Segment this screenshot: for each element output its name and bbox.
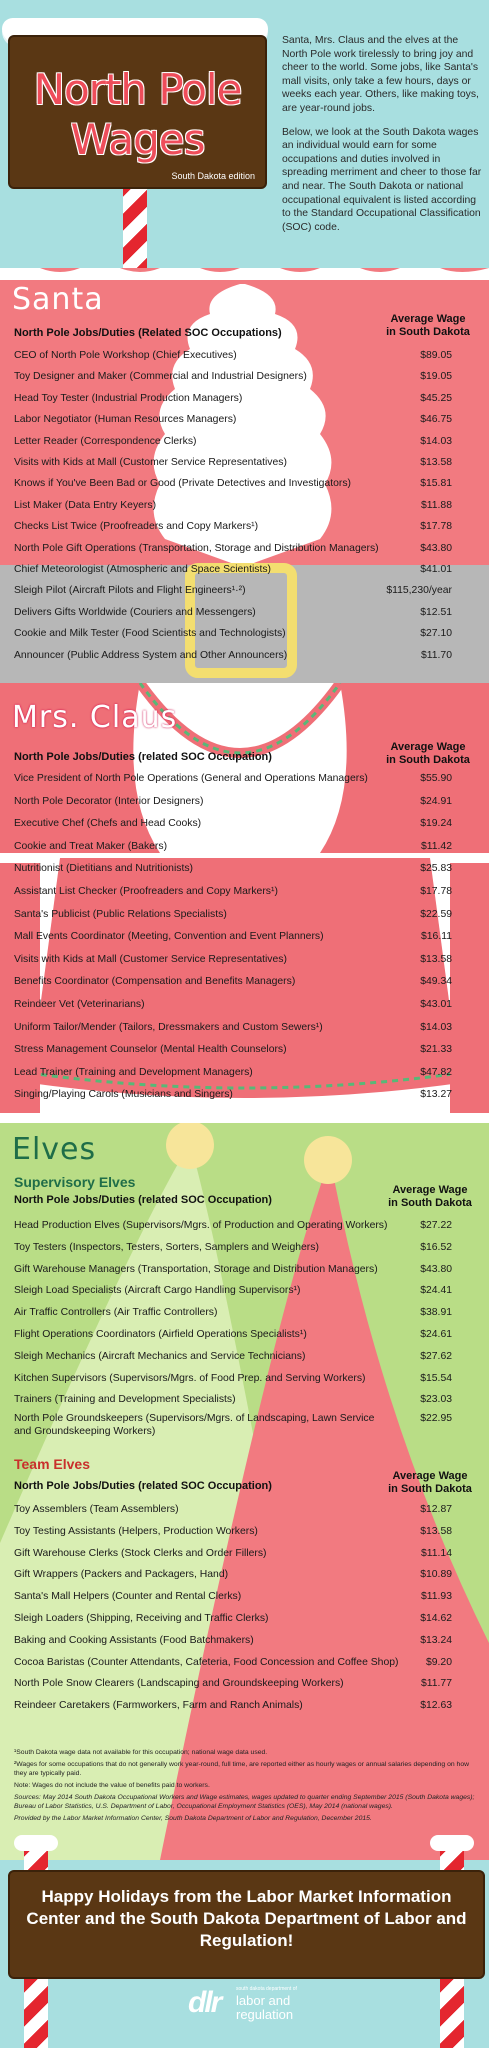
supervisory-elf-row	[14, 1303, 476, 1323]
supervisory-elf-wage: $24.61	[420, 1329, 452, 1340]
supervisory-elf-job: Kitchen Supervisors (Supervisors/Mgrs. of Food Prep. and Serving Workers)	[14, 1372, 366, 1384]
santa-row	[14, 410, 476, 430]
supervisory-elf-wage: $22.95	[420, 1413, 452, 1425]
supervisory-elf-row	[14, 1260, 476, 1280]
mrs-claus-job: Cookie and Treat Maker (Bakers)	[14, 840, 168, 852]
mrs-claus-job: Uniform Tailor/Mender (Tailors, Dressmakers and Custom Sewers¹)	[14, 1021, 323, 1033]
dlr-logo-line2: regulation	[236, 2007, 294, 2022]
page-title-line1: North Pole	[33, 65, 242, 114]
team-elves-title: Team Elves	[14, 1456, 91, 1472]
dlr-logo-mark: dlr	[188, 1986, 221, 2019]
team-elf-job: North Pole Snow Clearers (Landscaping and Groundskeeping Workers)	[14, 1678, 344, 1690]
page-title-line2: Wages	[70, 115, 205, 164]
team-elf-job: Gift Warehouse Clerks (Stock Clerks and Order Fillers)	[14, 1547, 267, 1559]
mrs-claus-job: Reindeer Vet (Veterinarians)	[14, 999, 145, 1010]
santa-row	[14, 581, 476, 601]
santa-wage: $27.10	[420, 628, 452, 640]
team-elf-wage: $9.20	[425, 1656, 452, 1668]
title-sign	[8, 35, 267, 189]
santa-wage: $19.05	[420, 371, 452, 383]
team-elf-wage: $12.63	[420, 1700, 452, 1712]
santa-col-job: North Pole Jobs/Duties (Related SOC Occupations)	[14, 327, 282, 339]
mrs-claus-row	[14, 927, 476, 947]
mrs-claus-job: Benefits Coordinator (Compensation and Benefits Managers)	[14, 976, 296, 988]
supervisory-elf-row	[14, 1281, 476, 1301]
santa-row	[14, 474, 476, 494]
mrs-claus-row	[14, 859, 476, 879]
santa-row	[14, 517, 476, 537]
team-elf-job: Sleigh Loaders (Shipping, Receiving and Traffic Clerks)	[14, 1613, 269, 1624]
team-elf-wage: $13.24	[420, 1634, 452, 1646]
mrs-claus-row	[14, 950, 476, 970]
team-elf-wage: $12.87	[420, 1504, 452, 1515]
santa-wage: $115,230/year	[386, 585, 452, 597]
santa-job: North Pole Gift Operations (Transportation, Storage and Distribution Managers)	[14, 542, 379, 554]
mrs-claus-job: Vice President of North Pole Operations (General and Operations Managers)	[14, 773, 368, 784]
santa-wage: $12.51	[420, 606, 452, 618]
mrs-claus-job: Visits with Kids at Mall (Customer Service Representatives)	[14, 953, 287, 965]
supervisory-elf-row	[14, 1347, 476, 1367]
santa-job: Toy Designer and Maker (Commercial and Industrial Designers)	[14, 371, 307, 383]
mrs-claus-job: Stress Management Counselor (Mental Health Counselors)	[14, 1044, 287, 1056]
supervisory-elf-job-line2: and Groundskeeping Workers)	[14, 1426, 156, 1438]
team-elf-job: Baking and Cooking Assistants (Food Batchmakers)	[14, 1634, 254, 1646]
santa-row	[14, 367, 476, 387]
left-pole-snow	[14, 1835, 58, 1851]
footnote: ¹South Dakota wage data not available for this occupation; national wage data used.	[14, 1749, 268, 1756]
team-elf-row	[14, 1522, 476, 1542]
holiday-banner	[8, 1870, 485, 1979]
santa-job: Labor Negotiator (Human Resources Managers)	[14, 414, 237, 426]
team-elf-row	[14, 1609, 476, 1629]
santa-row	[14, 624, 476, 644]
supervisory-elf-job: Air Traffic Controllers (Air Traffic Controllers)	[14, 1307, 218, 1319]
santa-wage: $89.05	[420, 350, 452, 361]
mrs-claus-row	[14, 792, 476, 812]
supervisory-col-job: North Pole Jobs/Duties (related SOC Occupation)	[14, 1194, 272, 1206]
dlr-logo	[188, 1984, 308, 2034]
supervisory-col-wage-line1: Average Wage	[392, 1184, 468, 1196]
santa-job: Sleigh Pilot (Aircraft Pilots and Flight Engineers¹·²)	[14, 585, 246, 597]
supervisory-elf-wage: $43.80	[420, 1263, 452, 1275]
supervisory-elf-row	[14, 1412, 476, 1440]
mrs-claus-row	[14, 995, 476, 1015]
mrs-claus-wage: $17.78	[420, 886, 452, 897]
team-elf-row	[14, 1631, 476, 1651]
supervisory-elf-wage: $27.22	[420, 1220, 452, 1231]
mrs-claus-wage: $43.01	[420, 999, 452, 1010]
santa-job: Cookie and Milk Tester (Food Scientists and Technologists)	[14, 628, 286, 640]
supervisory-elf-wage: $23.03	[420, 1394, 452, 1406]
mrs-claus-row	[14, 1063, 476, 1083]
santa-row	[14, 603, 476, 623]
footnotes	[14, 1748, 476, 1826]
team-elf-row	[14, 1544, 476, 1564]
santa-wage: $15.81	[420, 478, 452, 490]
dlr-logo-small: south dakota department of	[236, 1986, 297, 1992]
candy-cane-pole	[123, 180, 147, 268]
team-elf-job: Reindeer Caretakers (Farmworkers, Farm and Ranch Animals)	[14, 1700, 303, 1712]
santa-job: Head Toy Tester (Industrial Production Managers)	[14, 392, 243, 404]
supervisory-elf-wage: $38.91	[420, 1307, 452, 1319]
supervisory-elf-job: Flight Operations Coordinators (Airfield Operations Specialists¹)	[14, 1329, 307, 1340]
team-elf-wage: $10.89	[420, 1569, 452, 1581]
team-elf-row	[14, 1500, 476, 1520]
mrs-claus-wage: $22.59	[420, 908, 452, 920]
team-elf-job: Gift Wrappers (Packers and Packagers, Hand)	[14, 1569, 229, 1581]
supervisory-elf-job: Head Production Elves (Supervisors/Mgrs. of Production and Operating Workers)	[14, 1220, 388, 1231]
mrs-claus-job: Executive Chef (Chefs and Head Cooks)	[14, 818, 202, 830]
santa-wage: $11.70	[420, 649, 452, 661]
mrs-claus-row	[14, 814, 476, 834]
santa-row	[14, 432, 476, 452]
supervisory-elf-job: Sleigh Mechanics (Aircraft Mechanics and Service Technicians)	[14, 1350, 306, 1362]
team-elf-job: Cocoa Baristas (Counter Attendants, Cafeteria, Food Concession and Coffee Shop)	[14, 1656, 399, 1668]
supervisory-elf-row	[14, 1238, 476, 1258]
mrs-claus-row	[14, 1018, 476, 1038]
supervisory-elf-job: Trainers (Training and Development Specialists)	[14, 1394, 236, 1406]
santa-row	[14, 346, 476, 366]
team-elf-row	[14, 1696, 476, 1716]
mrs-claus-wage: $16.11	[420, 931, 452, 943]
supervisory-elf-job	[14, 1412, 374, 1438]
mrs-claus-wage: $49.34	[420, 976, 452, 988]
santa-job: Delivers Gifts Worldwide (Couriers and Messengers)	[14, 606, 256, 618]
mrs-claus-wage: $47.82	[420, 1066, 452, 1078]
supervisory-elf-row	[14, 1390, 476, 1410]
santa-job: Chief Meteorologist (Atmospheric and Space Scientists)	[14, 564, 271, 575]
mrs-claus-row	[14, 972, 476, 992]
supervisory-elf-row	[14, 1216, 476, 1236]
mrs-claus-row	[14, 769, 476, 789]
mrs-claus-row	[14, 882, 476, 902]
footnote: Note: Wages do not include the value of benefits paid to workers.	[14, 1782, 210, 1789]
mrs-col-job: North Pole Jobs/Duties (related SOC Occupation)	[14, 751, 272, 763]
santa-job: Announcer (Public Address System and Other Announcers)	[14, 649, 288, 661]
santa-row	[14, 453, 476, 473]
footnote: Provided by the Labor Market Information Center, South Dakota Department of Labor and Regulation, December 2015.	[14, 1815, 372, 1822]
mrs-claus-row	[14, 905, 476, 925]
team-elf-wage: $14.62	[420, 1613, 452, 1624]
intro-text	[282, 34, 482, 244]
supervisory-elf-job: Gift Warehouse Managers (Transportation, Storage and Distribution Managers)	[14, 1263, 378, 1275]
team-elf-wage: $11.14	[420, 1547, 452, 1559]
santa-row	[14, 539, 476, 559]
santa-wage: $45.25	[420, 392, 452, 404]
santa-wage: $13.58	[420, 457, 452, 468]
mrs-col-wage-line1: Average Wage	[390, 741, 466, 753]
team-elf-wage: $11.93	[420, 1591, 452, 1603]
edition-label: South Dakota edition	[171, 171, 255, 181]
supervisory-elf-wage: $24.41	[420, 1285, 452, 1297]
team-elf-job: Santa's Mall Helpers (Counter and Rental Clerks)	[14, 1591, 242, 1603]
santa-job: List Maker (Data Entry Keyers)	[14, 499, 157, 511]
supervisory-elf-row	[14, 1369, 476, 1389]
santa-job: Knows if You've Been Bad or Good (Private Detectives and Investigators)	[14, 478, 351, 490]
team-elf-row	[14, 1565, 476, 1585]
team-col-wage	[380, 1470, 480, 1496]
team-col-wage-line2: in South Dakota	[388, 1483, 472, 1495]
supervisory-elf-job: Sleigh Load Specialists (Aircraft Cargo Handling Supervisors¹)	[14, 1285, 301, 1297]
team-elf-job: Toy Testing Assistants (Helpers, Production Workers)	[14, 1525, 258, 1537]
supervisory-elf-wage: $16.52	[420, 1241, 452, 1253]
santa-wage: $41.01	[420, 564, 452, 575]
mrs-claus-job: Mall Events Coordinator (Meeting, Convention and Event Planners)	[14, 931, 324, 943]
santa-wage: $11.88	[420, 499, 452, 511]
santa-col-wage-line2: in South Dakota	[386, 326, 470, 338]
footnote: ²Wages for some occupations that do not generally work year-round, full time, are reported either as hourly wages or annual salaries depending on how they are typically paid.	[14, 1761, 470, 1777]
supervisory-elf-job-line1: North Pole Groundskeepers (Supervisors/Mgrs. of Landscaping, Lawn Service	[14, 1413, 375, 1425]
supervisory-elf-wage: $27.62	[420, 1350, 452, 1362]
team-elf-wage: $13.58	[420, 1525, 452, 1537]
mrs-claus-title: Mrs. Claus	[12, 700, 178, 735]
santa-wage: $46.75	[420, 414, 452, 426]
supervisory-col-wage	[380, 1184, 480, 1210]
team-elf-row	[14, 1587, 476, 1607]
team-col-job: North Pole Jobs/Duties (related SOC Occupation)	[14, 1480, 272, 1492]
team-elf-row	[14, 1653, 476, 1673]
dlr-logo-line1: labor and	[236, 1993, 291, 2008]
supervisory-elf-wage: $15.54	[420, 1372, 452, 1384]
team-col-wage-line1: Average Wage	[392, 1470, 468, 1482]
santa-job: Letter Reader (Correspondence Clerks)	[14, 435, 197, 447]
santa-col-wage	[376, 313, 480, 339]
intro-paragraph-1: Santa, Mrs. Claus and the elves at the North Pole work tirelessly to bring joy and cheer to the world. Some jobs, like Santa's mall visits, only take a few hours, days or weeks each year. Others, like making toys, are year-round jobs.	[282, 35, 479, 114]
mrs-claus-wage: $14.03	[420, 1021, 452, 1033]
holiday-message: Happy Holidays from the Labor Market Information Center and the South Dakota Department of Labor and Regulation!	[26, 1887, 467, 1950]
right-pole-snow	[430, 1835, 474, 1851]
supervisory-elf-job: Toy Testers (Inspectors, Testers, Sorters, Samplers and Weighers)	[14, 1241, 319, 1253]
santa-title: Santa	[12, 282, 104, 317]
team-elf-row	[14, 1674, 476, 1694]
santa-job: Checks List Twice (Proofreaders and Copy Markers¹)	[14, 521, 259, 533]
santa-wage: $14.03	[420, 435, 452, 447]
mrs-claus-wage: $25.83	[420, 863, 452, 875]
santa-row	[14, 496, 476, 516]
mrs-claus-job: Lead Trainer (Training and Development Managers)	[14, 1066, 253, 1078]
mrs-claus-row	[14, 837, 476, 857]
mrs-claus-wage: $11.42	[420, 840, 452, 852]
mrs-claus-job: North Pole Decorator (Interior Designers)	[14, 795, 204, 807]
supervisory-elf-row	[14, 1325, 476, 1345]
mrs-claus-row	[14, 1085, 476, 1105]
santa-col-wage-line1: Average Wage	[390, 313, 466, 325]
santa-row	[14, 389, 476, 409]
footnote: Sources: May 2014 South Dakota Occupational Workers and Wage estimates, wages updated to quarter ending September 2015 (South Dakota wages); Bureau of Labor Statistics, U.S. Department of Labor, Occupational Employment Statistics (OES), May 2014 (national wages).	[14, 1794, 475, 1810]
supervisory-elves-title: Supervisory Elves	[14, 1174, 136, 1190]
team-elf-job: Toy Assemblers (Team Assemblers)	[14, 1504, 179, 1515]
team-elf-wage: $11.77	[420, 1678, 452, 1690]
mrs-claus-job: Singing/Playing Carols (Musicians and Singers)	[14, 1089, 233, 1101]
santa-job: CEO of North Pole Workshop (Chief Executives)	[14, 350, 237, 361]
mrs-claus-wage: $19.24	[420, 818, 452, 830]
supervisory-col-wage-line2: in South Dakota	[388, 1197, 472, 1209]
mrs-claus-wage: $13.27	[420, 1089, 452, 1101]
santa-job: Visits with Kids at Mall (Customer Service Representatives)	[14, 457, 287, 468]
mrs-claus-wage: $24.91	[420, 795, 452, 807]
mrs-col-wage-line2: in South Dakota	[386, 754, 470, 766]
santa-wage: $17.78	[420, 521, 452, 533]
mrs-claus-job: Santa's Publicist (Public Relations Specialists)	[14, 908, 227, 920]
santa-row	[14, 646, 476, 666]
santa-wage: $43.80	[420, 542, 452, 554]
mrs-claus-job: Assistant List Checker (Proofreaders and Copy Markers¹)	[14, 886, 278, 897]
elves-title: Elves	[12, 1132, 97, 1167]
mrs-claus-wage: $21.33	[420, 1044, 452, 1056]
mrs-col-wage	[376, 741, 480, 767]
mrs-claus-wage: $55.90	[420, 773, 452, 784]
santa-row	[14, 560, 476, 580]
mrs-claus-wage: $13.58	[420, 953, 452, 965]
mrs-claus-job: Nutritionist (Dietitians and Nutritionists)	[14, 863, 194, 875]
mrs-claus-row	[14, 1040, 476, 1060]
intro-paragraph-2: Below, we look at the South Dakota wages an individual would earn for some occupations and duties involved in spreading merriment and cheer to those far and near. The South Dakota or national occupational equivalent is listed according to the Standard Occupational Classification (SOC) code.	[282, 126, 482, 233]
